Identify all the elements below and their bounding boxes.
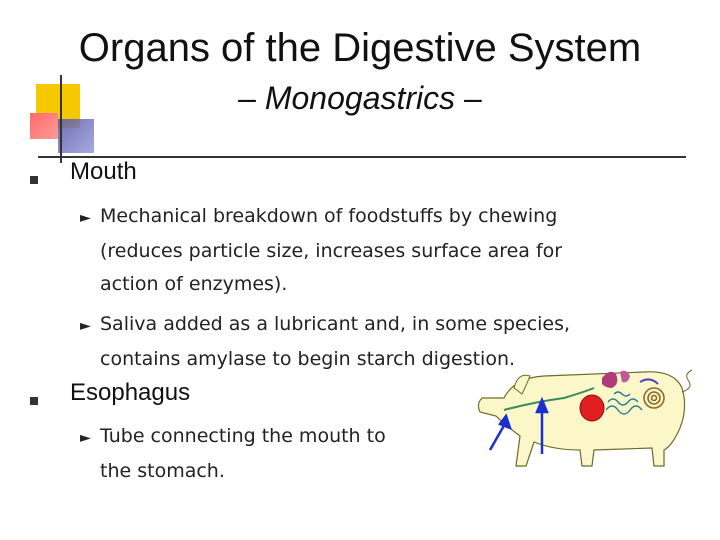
section-heading-esophagus: Esophagus — [70, 379, 191, 406]
square-bullet-icon — [30, 397, 38, 405]
pig-digestive-tract-icon — [474, 358, 700, 468]
slide-title: Organs of the Digestive System — [78, 26, 642, 70]
decor-square-blue — [58, 119, 94, 153]
triangle-bullet-icon: ► — [80, 430, 91, 446]
pig-digestive-illustration — [474, 358, 700, 468]
point-line: contains amylase to begin starch digestion. — [100, 348, 516, 370]
list-item — [80, 200, 640, 301]
point-line: Tube connecting the mouth to — [100, 425, 386, 447]
square-bullet-icon — [30, 176, 38, 184]
point-line: action of enzymes). — [100, 273, 288, 295]
triangle-bullet-icon: ► — [80, 210, 91, 226]
point-line: (reduces particle size, increases surface area for — [100, 240, 563, 262]
section-heading-mouth: Mouth — [70, 158, 137, 185]
slide-subtitle: – Monogastrics – — [238, 80, 482, 116]
triangle-bullet-icon: ► — [80, 318, 91, 334]
point-line: Saliva added as a lubricant and, in some species, — [100, 313, 571, 335]
point-line: the stomach. — [100, 460, 225, 482]
point-line: Mechanical breakdown of foodstuffs by chewing — [100, 205, 558, 227]
